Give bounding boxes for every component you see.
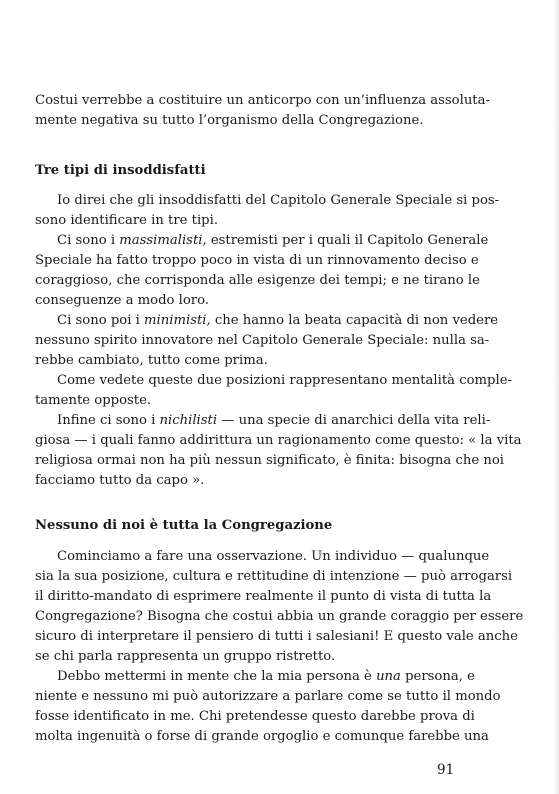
- text-run: persona, e: [400, 669, 475, 684]
- section-heading: Tre tipi di insoddisfatti: [35, 163, 206, 178]
- text-run: che hanno la beata capacità di non vedere: [210, 313, 499, 328]
- paragraph-line: il diritto-mandato di esprimere realmente il punto di vista di tutta la: [35, 589, 492, 604]
- paragraph-line: Costui verrebbe a costituire un anticorpo con un’influenza assoluta-: [35, 93, 490, 108]
- paragraph-line: [57, 311, 499, 331]
- paragraph-line: facciamo tutto da capo ».: [35, 473, 205, 488]
- paragraph-line: sia la sua posizione, cultura e rettitudine di intenzione — può arrogarsi: [35, 569, 513, 584]
- paragraph-line: Congregazione? Bisogna che costui abbia un grande coraggio per essere: [35, 609, 524, 624]
- paragraph-line: niente e nessuno mi può autorizzare a parlare come se tutto il mondo: [35, 689, 501, 704]
- text-run: — una specie di anarchici della vita reli-: [217, 413, 491, 428]
- paragraph-line: coraggioso, che corrisponda alle esigenze dei tempi; e ne tirano le: [35, 273, 480, 288]
- paragraph-line: nessuno spirito innovatore nel Capitolo Generale Speciale: nulla sa-: [35, 333, 490, 348]
- paragraph-line: sono identificare in tre tipi.: [35, 213, 219, 228]
- paragraph-line: tamente opposte.: [35, 393, 152, 408]
- paragraph-line: Cominciamo a fare una osservazione. Un individuo — qualunque: [57, 549, 490, 564]
- page-edge-shadow: [553, 0, 559, 794]
- paragraph-line: [57, 667, 475, 687]
- text-run: Infine ci sono i: [57, 413, 160, 428]
- paragraph-line: molta ingenuità o forse di grande orgoglio e comunque farebbe una: [35, 729, 489, 744]
- paragraph-line: [57, 231, 489, 251]
- italic-term: una: [376, 669, 401, 684]
- paragraph-line: religiosa ormai non ha più nessun significato, è finita: bisogna che noi: [35, 453, 504, 468]
- text-run: Debbo mettermi in mente che la mia persona è: [57, 669, 377, 684]
- italic-term: minimisti,: [144, 313, 211, 328]
- paragraph-line: Come vedete queste due posizioni rappresentano mentalità comple-: [57, 373, 512, 388]
- text-run: Ci sono poi i: [57, 313, 145, 328]
- italic-term: nichilisti: [159, 413, 218, 428]
- paragraph-line: mente negativa su tutto l’organismo della Congregazione.: [35, 113, 424, 128]
- paragraph-line: Io direi che gli insoddisfatti del Capitolo Generale Speciale si pos-: [57, 193, 500, 208]
- text-run: estremisti per i quali il Capitolo Generale: [206, 233, 489, 248]
- paragraph-line: giosa — i quali fanno addirittura un ragionamento come questo: « la vita: [35, 433, 522, 448]
- section-heading: Nessuno di noi è tutta la Congregazione: [35, 518, 333, 533]
- text-run: Ci sono i: [57, 233, 120, 248]
- paragraph-line: rebbe cambiato, tutto come prima.: [35, 353, 268, 368]
- paragraph-line: fosse identificato in me. Chi pretendesse questo darebbe prova di: [35, 709, 475, 724]
- page-number: 91: [437, 762, 455, 778]
- paragraph-line: [57, 411, 491, 431]
- italic-term: massimalisti,: [119, 233, 207, 248]
- paragraph-line: Speciale ha fatto troppo poco in vista di un rinnovamento deciso e: [35, 253, 479, 268]
- paragraph-line: sicuro di interpretare il pensiero di tutti i salesiani! E questo vale anche: [35, 629, 518, 644]
- paragraph-line: se chi parla rappresenta un gruppo ristretto.: [35, 649, 336, 664]
- paragraph-line: conseguenze a modo loro.: [35, 293, 210, 308]
